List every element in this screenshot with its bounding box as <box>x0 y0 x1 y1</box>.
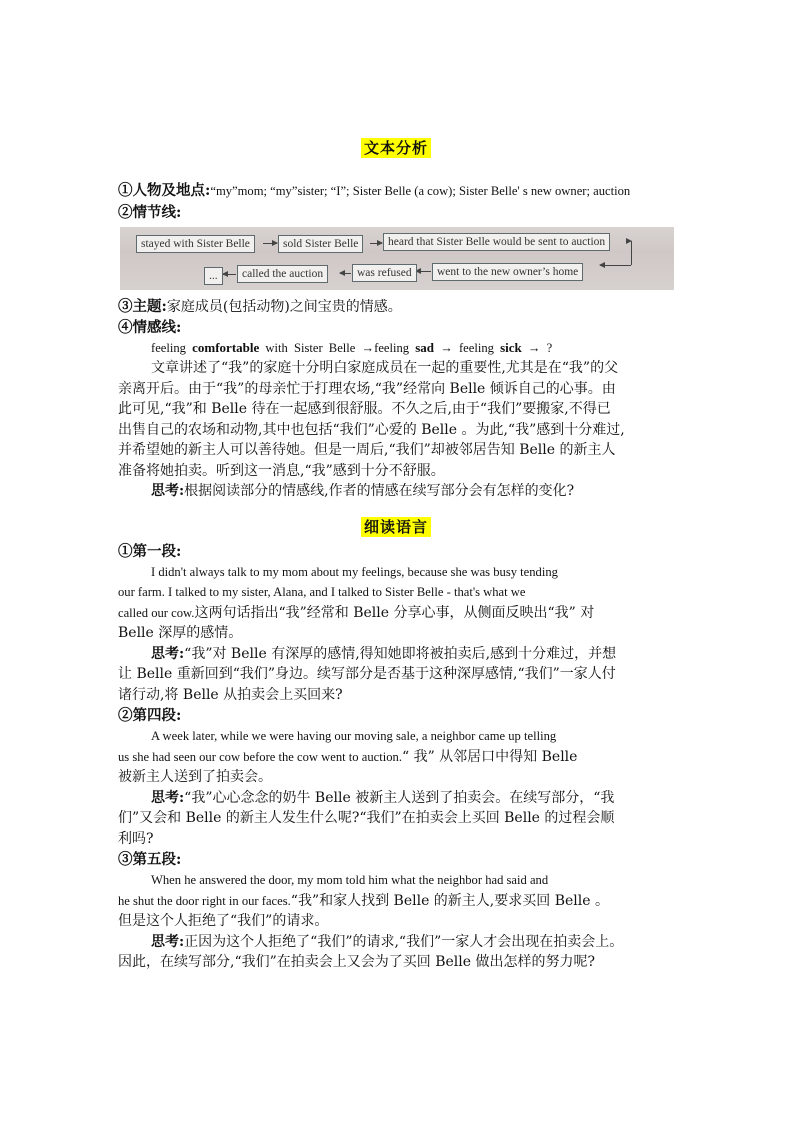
section-title-close-reading <box>118 516 674 537</box>
theme-text: 家庭成员(包括动物)之间宝贵的情感。 <box>166 298 402 315</box>
think-text: 们”又会和 Belle 的新主人发生什么呢?“我们”在拍卖会上买回 Belle 的过程会顺 <box>118 810 615 826</box>
flow-arrow-5 <box>416 271 431 272</box>
para5-mix-en: he shut the door right in our faces. <box>118 893 291 908</box>
think-question-1 <box>118 481 674 502</box>
analysis-paragraph <box>118 358 674 481</box>
flow-box-sold: sold Sister Belle <box>278 235 363 253</box>
feeling-arrow-1: →feeling <box>361 341 410 355</box>
feeling-arrow-2: → feeling <box>440 341 494 355</box>
plot-line-label: ②情节线: <box>118 203 182 221</box>
think-text: 诸行动,将 Belle 从拍卖会上买回来? <box>118 686 343 703</box>
think-text: “我”对 Belle 有深厚的感情,得知她即将被拍卖后,感到十分难过，并想 <box>184 645 617 662</box>
think-label: 思考: <box>151 483 185 499</box>
characters-label: ①人物及地点: <box>118 182 211 199</box>
theme-line <box>118 296 674 318</box>
theme-label: ③主题: <box>118 297 167 315</box>
analysis-line: 出售自己的农场和动物,其中也包括“我们”心爱的 Belle 。为此,“我”感到十分难过, <box>118 421 625 438</box>
feeling-sick: sick <box>500 340 522 355</box>
para4-think <box>118 788 674 809</box>
para4-mixed-line <box>118 747 674 768</box>
para5-en-line: When he answered the door, my mom told him what the neighbor had said and <box>151 873 549 887</box>
para1-en-line: our farm. I talked to my sister, Alana, and I talked to Sister Belle - that's what we <box>118 585 526 599</box>
think-text: “我”心心念念的奶牛 Belle 被新主人送到了拍卖会。在续写部分，“我 <box>184 789 615 806</box>
think-label: 思考: <box>151 645 185 662</box>
feeling-comfortable: comfortable <box>192 340 260 355</box>
para5-mixed-line <box>118 891 674 912</box>
analysis-line: 准备将她拍卖。听到这一消息,“我”感到十分不舒服。 <box>118 462 445 479</box>
characters-places <box>118 180 674 202</box>
think-text: 利吗? <box>118 830 154 847</box>
para4-mix-en: us she had seen our cow before the cow went to auction. <box>118 749 402 764</box>
feeling-sad: sad <box>415 340 435 355</box>
para4-mix-cn: “ 我” 从邻居口中得知 Belle <box>401 748 578 765</box>
feeling-word: feeling <box>151 341 186 355</box>
emotion-line-label: ④情感线: <box>118 319 182 336</box>
flow-connector-vertical <box>631 241 632 265</box>
para1-mix-en: called our cow. <box>118 605 195 620</box>
flow-arrow-4 <box>600 265 631 266</box>
flow-box-ellipsis: ... <box>204 267 223 285</box>
para4-label: ②第四段: <box>118 707 182 724</box>
think-text: 正因为这个人拒绝了“我们”的请求,“我们”一家人才会出现在拍卖会上。 <box>184 933 624 950</box>
para1-mixed-line <box>118 603 674 624</box>
flow-arrow-1 <box>263 243 277 244</box>
analysis-line: 亲离开后。由于“我”的母亲忙于打理农场,“我”经常向 Belle 倾诉自己的心事。由 <box>118 380 616 397</box>
para1-label: ①第一段: <box>118 542 182 560</box>
think-label: 思考: <box>151 789 185 806</box>
flow-arrow-6 <box>340 273 351 274</box>
feeling-with: with Sister Belle <box>265 341 356 355</box>
para5-label: ③第五段: <box>118 851 182 868</box>
emotion-flow <box>118 338 674 358</box>
feeling-arrow-3: → ? <box>527 341 553 355</box>
section-title-label: 文本分析 <box>361 138 431 158</box>
para4-en-line: A week later, while we were having our moving sale, a neighbor came up telling <box>151 729 557 743</box>
analysis-line: 并希望她的新主人可以善待她。但是一周后,“我们”却被邻居告知 Belle 的新主人 <box>118 442 616 458</box>
document-page <box>118 0 674 973</box>
flow-arrow-2 <box>370 243 382 244</box>
para1-mix-cn: 这两句话指出“我”经常和 Belle 分享心事，从侧面反映出“我” 对 <box>194 604 595 621</box>
think-label: 思考: <box>151 933 185 950</box>
para5-think <box>118 932 674 953</box>
section-title-text-analysis <box>118 137 674 158</box>
flow-box-stayed: stayed with Sister Belle <box>136 235 255 253</box>
flow-box-called: called the auction <box>237 265 328 283</box>
para5-mix-cn: “我”和家人找到 Belle 的新主人,要求买回 Belle 。 <box>290 892 609 909</box>
para5-cn-line: 但是这个人拒绝了“我们”的请求。 <box>118 913 329 929</box>
flow-box-went: went to the new owner’s home <box>432 263 583 281</box>
analysis-line: 此可见,“我”和 Belle 待在一起感到很舒服。不久之后,由于“我们”要搬家,不得已 <box>118 401 611 417</box>
flow-box-heard: heard that Sister Belle would be sent to auction <box>383 233 610 251</box>
think-text: 因此，在续写部分,“我们”在拍卖会上又会为了买回 Belle 做出怎样的努力呢? <box>118 954 595 970</box>
analysis-line: 文章讲述了“我”的家庭十分明白家庭成员在一起的重要性,尤其是在“我”的父 <box>151 360 619 376</box>
para1-think <box>118 644 674 665</box>
characters-text: “my”mom; “my”sister; “I”; Sister Belle (a cow); Sister Belle' s new owner; auction <box>210 184 631 198</box>
think-text: 根据阅读部分的情感线,作者的情感在续写部分会有怎样的变化? <box>184 483 575 499</box>
para1-en-line: I didn't always talk to my mom about my feelings, because she was busy tending <box>151 564 558 579</box>
plot-flow-diagram <box>120 227 674 290</box>
section-title-label: 细读语言 <box>361 517 431 537</box>
para4-cn-line: 被新主人送到了拍卖会。 <box>118 769 272 785</box>
think-text: 让 Belle 重新回到“我们”身边。续写部分是否基于这种深厚感情,“我们”一家人付 <box>118 666 616 682</box>
flow-arrow-7 <box>223 274 236 275</box>
para1-cn-line: Belle 深厚的感情。 <box>118 625 243 641</box>
flow-box-refused: was refused <box>352 264 417 282</box>
